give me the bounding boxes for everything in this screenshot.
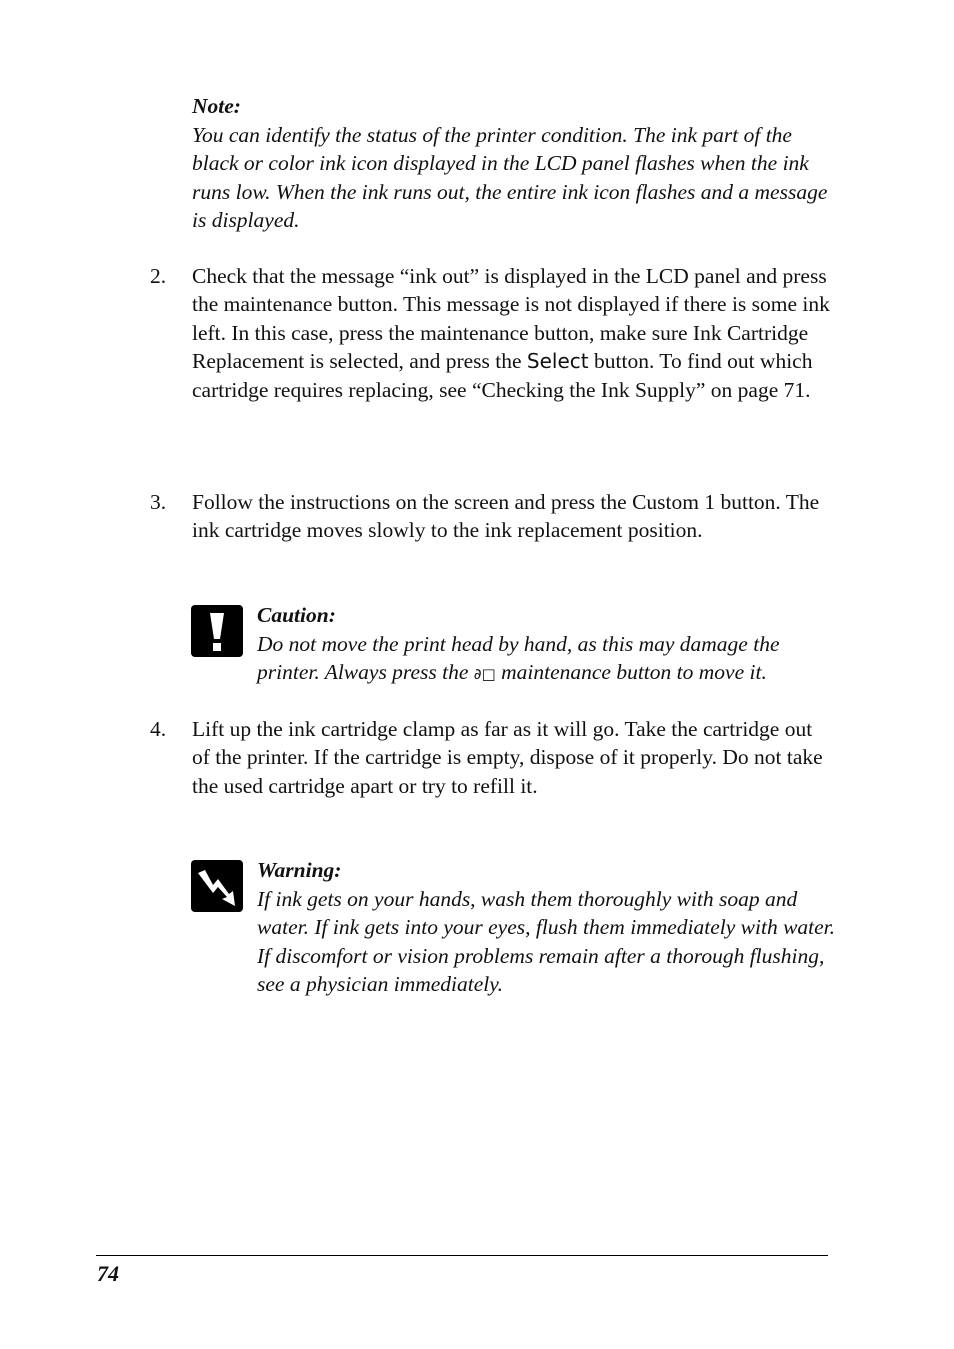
- step-text: [192, 262, 832, 404]
- page-number: 74: [97, 1261, 119, 1286]
- select-button-label: Select: [526, 349, 589, 374]
- warning-body: [257, 856, 837, 999]
- step-text: Lift up the ink cartridge clamp as far as it will go. Take the cartridge out of the printer. If the cartridge is empty, dispose of it properly. Do not take the used cartridge apart or try to refill it.: [192, 717, 823, 798]
- note-label: Note:: [192, 94, 241, 118]
- step-text-part: Check that the message “ink out” is displayed in the LCD panel and press the maintenance button. This message is not displayed if there is some ink left. In this case, press the maintenance button, make sure Ink Cartridge Replacement is selected, and press the: [192, 264, 830, 374]
- caution-text-part: maintenance button to move it.: [495, 660, 767, 684]
- lightning-icon: [191, 860, 243, 912]
- step-number: 2.: [150, 264, 167, 288]
- exclamation-icon: [191, 605, 243, 657]
- step-text: Follow the instructions on the screen and press the Custom 1 button. The ink cartridge moves slowly to the ink replacement position.: [192, 490, 820, 543]
- step-3: [150, 488, 832, 578]
- maintenance-icon: ∂□: [473, 665, 496, 683]
- note-block: [192, 92, 832, 235]
- caution-block: [191, 601, 836, 691]
- step-number: 4.: [150, 717, 167, 741]
- warning-text: If ink gets on your hands, wash them thoroughly with soap and water. If ink gets into your eyes, flush them immediately with water. If discomfort or vision problems remain after a thorough flushing, see a physician immediately.: [257, 886, 836, 996]
- note-text: You can identify the status of the printer condition. The ink part of the black or color ink icon displayed in the LCD panel flashes when the ink runs low. When the ink runs out, the entire ink icon flashes and a message is displayed.: [192, 122, 828, 232]
- step-number: 3.: [150, 490, 167, 514]
- step-text-part: button. To find out which cartridge requires replacing, see “Checking the Ink Supply” on page 71.: [192, 349, 813, 402]
- caution-text-part: Do not move the print head by hand, as this may damage the printer. Always press the: [257, 631, 780, 684]
- caution-text: [257, 630, 837, 689]
- warning-block: [191, 856, 836, 1006]
- footer-rule: [96, 1255, 828, 1256]
- step-2: [150, 262, 832, 462]
- caution-body: [257, 601, 837, 689]
- step-4: [150, 715, 832, 835]
- warning-label: Warning:: [257, 858, 342, 882]
- caution-label: Caution:: [257, 603, 336, 627]
